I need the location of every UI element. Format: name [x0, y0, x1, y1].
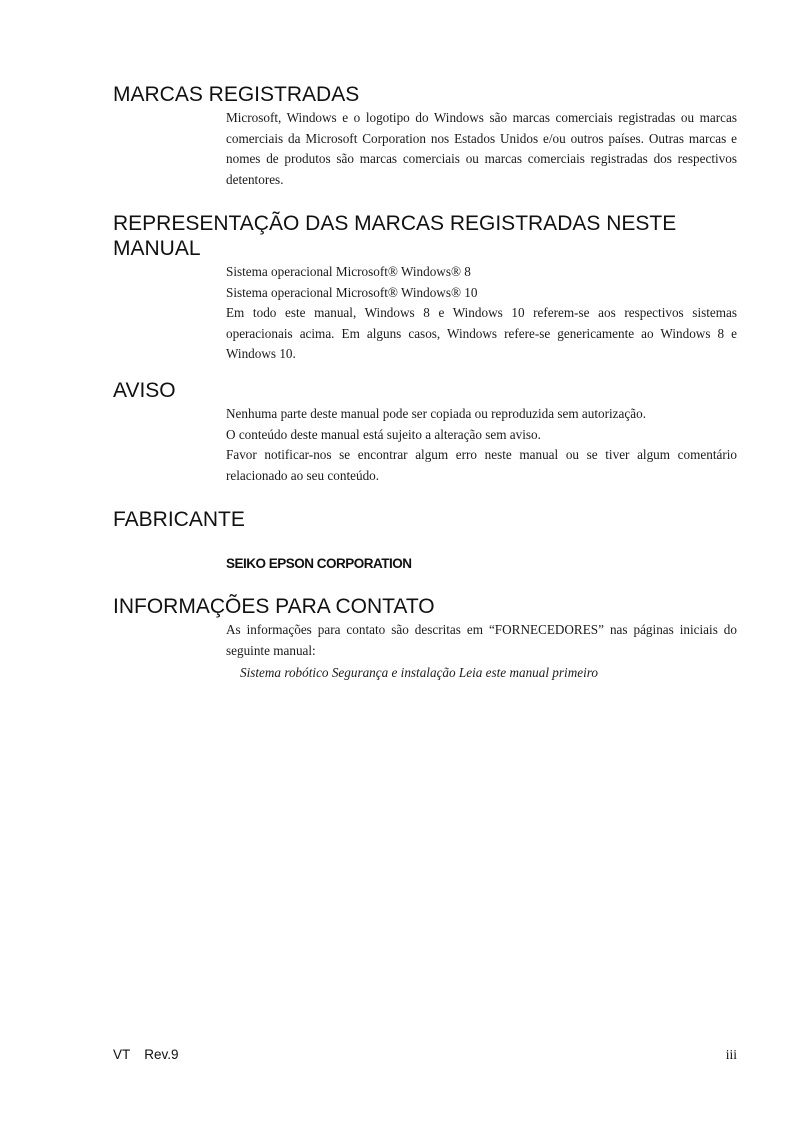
- manufacturer-heading: FABRICANTE: [113, 508, 245, 531]
- footer-doc-code: VT: [113, 1047, 131, 1062]
- footer-revision: Rev.9: [144, 1047, 179, 1062]
- footer-page-number: iii: [725, 1047, 737, 1062]
- footer-left: [113, 1047, 179, 1062]
- manufacturer-section: [113, 507, 737, 571]
- referenced-manual-title: Sistema robótico Segurança e instalação Leia este manual primeiro: [240, 665, 598, 681]
- windows-8-line: Sistema operacional Microsoft® Windows® 8: [226, 264, 471, 279]
- notice-paragraph: Favor notificar-nos se encontrar algum erro neste manual ou se tiver algum comentário relacionado ao seu conteúdo.: [226, 447, 737, 483]
- notice-line-copy: Nenhuma parte deste manual pode ser copiada ou reproduzida sem autorização.: [226, 406, 646, 421]
- manufacturer-name: SEIKO EPSON CORPORATION: [226, 556, 412, 571]
- windows-10-line: Sistema operacional Microsoft® Windows® 10: [226, 284, 478, 300]
- contact-heading: INFORMAÇÕES PARA CONTATO: [113, 595, 435, 618]
- contact-section: [113, 594, 737, 681]
- trademarks-heading: MARCAS REGISTRADAS: [113, 83, 360, 106]
- trademark-notation-section: [113, 211, 737, 365]
- notice-line-change: O conteúdo deste manual está sujeito a alteração sem aviso.: [226, 426, 541, 442]
- trademarks-section: [113, 82, 737, 190]
- trademark-notation-heading: REPRESENTAÇÃO DAS MARCAS REGISTRADAS NESTE MANUAL: [113, 212, 677, 260]
- notice-section: [113, 378, 737, 486]
- notice-heading: AVISO: [113, 379, 176, 402]
- trademarks-paragraph: Microsoft, Windows e o logotipo do Windows são marcas comerciais registradas ou marcas comerciais da Microsoft Corporation nos Estados Unidos e/ou outros países. Outras marcas e nomes de produtos são marcas comerciais ou marcas comerciais registradas dos respectivos detentores.: [226, 110, 737, 187]
- contact-paragraph: As informações para contato são descritas em “FORNECEDORES” nas páginas iniciais do seguinte manual:: [226, 622, 737, 658]
- trademark-notation-paragraph: Em todo este manual, Windows 8 e Windows 10 referem-se aos respectivos sistemas operacionais acima. Em alguns casos, Windows refere-se genericamente ao Windows 8 e Windows 10.: [226, 305, 737, 362]
